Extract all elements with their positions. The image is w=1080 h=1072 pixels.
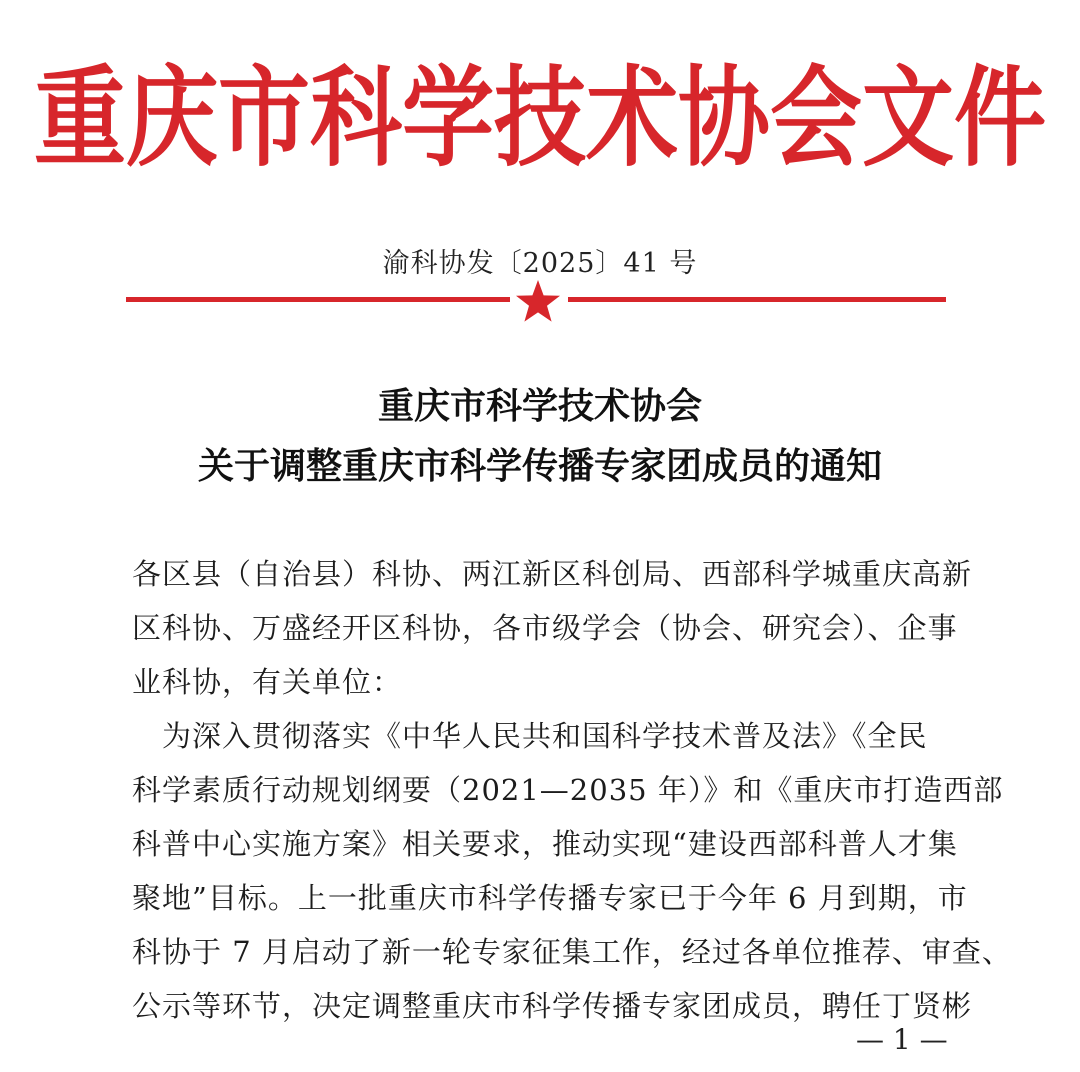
body-line: 科普中心实施方案》相关要求，推动实现“建设西部科普人才集 <box>132 827 958 861</box>
red-rule-right <box>568 297 946 302</box>
body-line: 为深入贯彻落实《中华人民共和国科学技术普及法》《全民 <box>132 719 928 753</box>
red-rule-left <box>126 297 510 302</box>
notice-title-line-2: 关于调整重庆市科学传播专家团成员的通知 <box>197 445 882 487</box>
page-number: — 1 — <box>856 1023 948 1056</box>
body-line: 各区县（自治县）科协、两江新区科创局、西部科学城重庆高新 <box>132 557 973 591</box>
notice-title-line-1: 重庆市科学技术协会 <box>377 385 702 427</box>
body-line: 科协于 7 月启动了新一轮专家征集工作，经过各单位推荐、审查、 <box>132 935 1012 969</box>
body-line: 公示等环节，决定调整重庆市科学传播专家团成员，聘任丁贤彬 <box>132 989 973 1023</box>
body-line: 聚地”目标。上一批重庆市科学传播专家已于今年 6 月到期，市 <box>132 881 968 915</box>
red-star-icon <box>513 279 563 323</box>
body-line: 业科协，有关单位： <box>132 665 403 699</box>
body-line: 科学素质行动规划纲要（2021—2035 年）》和《重庆市打造西部 <box>132 773 1004 807</box>
masthead-title: 重庆市科学技术协会文件 <box>33 54 1046 182</box>
document-number: 渝科协发〔2025〕41 号 <box>382 248 698 279</box>
body-line: 区科协、万盛经开区科协，各市级学会（协会、研究会）、企事 <box>132 611 958 645</box>
